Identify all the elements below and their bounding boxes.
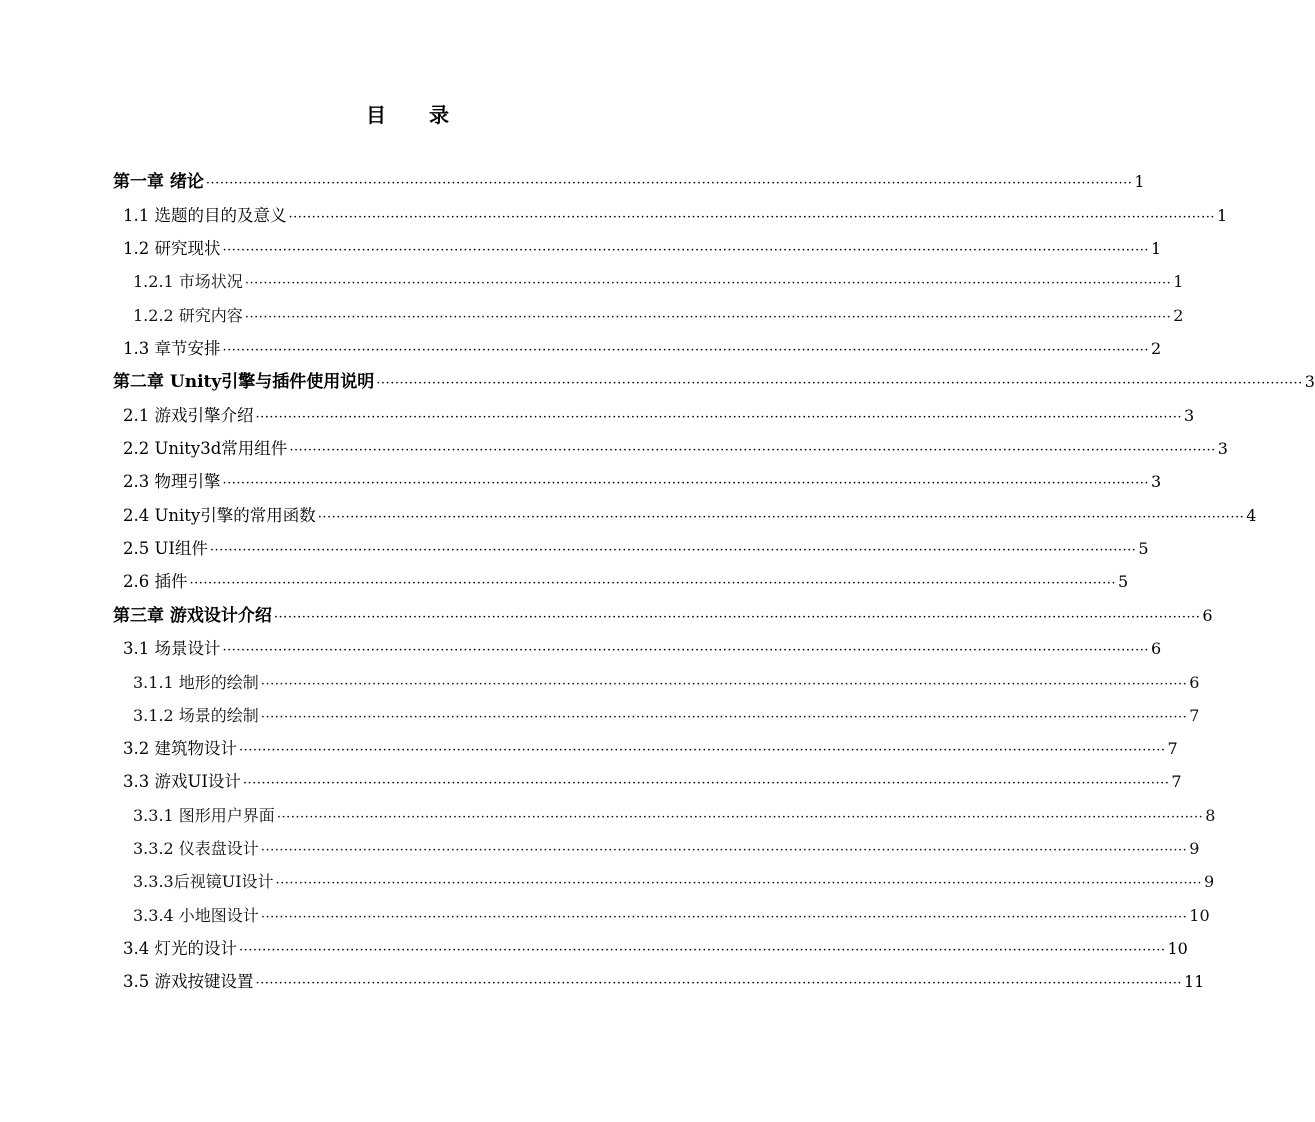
leader-dots: ········································································································································································································ — [376, 376, 1303, 391]
toc-entry-page: 5 — [1117, 572, 1129, 591]
toc-entry-label: 2.1 游戏引擎介绍 — [123, 406, 254, 425]
toc-entry-page: 7 — [1189, 706, 1200, 725]
leader-dots: ········································································································································································································ — [317, 510, 1245, 525]
leader-dots: ········································································································································································································ — [255, 976, 1182, 991]
toc-entry-page: 3 — [1217, 439, 1228, 458]
toc-entry-label: 3.4 灯光的设计 — [123, 939, 237, 958]
toc-entry-page: 4 — [1246, 506, 1257, 525]
toc-entry-label: 第二章 Unity引擎与插件使用说明 — [113, 372, 375, 392]
toc-entry[interactable] — [123, 737, 1178, 761]
toc-entry[interactable] — [123, 537, 1149, 561]
toc-entry-page: 6 — [1202, 606, 1213, 625]
toc-entry[interactable] — [113, 604, 1213, 628]
toc-entry-page: 6 — [1150, 639, 1162, 658]
toc-entry-label: 1.2.1 市场状况 — [133, 272, 243, 291]
leader-dots: ········································································································································································································ — [260, 677, 1188, 692]
toc-entry[interactable] — [123, 937, 1188, 961]
toc-entry-page: 2 — [1150, 339, 1162, 358]
leader-dots: ········································································································································································································ — [288, 210, 1215, 225]
toc-entry-label: 3.1.2 场景的绘制 — [133, 706, 259, 725]
toc-entry-label: 1.3 章节安排 — [123, 339, 221, 358]
leader-dots: ········································································································································································································ — [209, 543, 1137, 558]
leader-dots: ········································································································································································································ — [260, 710, 1188, 725]
toc-entry[interactable] — [133, 304, 1184, 328]
leader-dots: ········································································································································································································ — [222, 343, 1149, 358]
toc-entry-label: 2.6 插件 — [123, 572, 188, 591]
toc-entry-page: 10 — [1189, 906, 1210, 925]
toc-entry[interactable] — [113, 370, 1315, 394]
toc-entry-page: 3 — [1304, 372, 1315, 391]
leader-dots: ········································································································································································································ — [244, 310, 1172, 325]
toc-entry-label: 3.5 游戏按键设置 — [123, 972, 254, 991]
toc-entry[interactable] — [123, 770, 1182, 794]
toc-entry-page: 9 — [1204, 872, 1215, 891]
toc-entry-label: 3.2 建筑物设计 — [123, 739, 237, 758]
toc-entry[interactable] — [123, 337, 1162, 361]
toc-entry[interactable] — [123, 204, 1228, 228]
toc-entry[interactable] — [133, 270, 1184, 294]
toc-entry-label: 3.3.2 仪表盘设计 — [133, 839, 259, 858]
toc-entry-label: 2.5 UI组件 — [123, 539, 208, 558]
toc-entry-page: 9 — [1189, 839, 1200, 858]
toc-entry[interactable] — [133, 704, 1200, 728]
toc-entry-page: 2 — [1173, 306, 1184, 325]
toc-entry-label: 1.2.2 研究内容 — [133, 306, 243, 325]
toc-entry-page: 11 — [1183, 972, 1205, 991]
leader-dots: ········································································································································································································ — [205, 176, 1133, 191]
toc-entry-label: 第三章 游戏设计介绍 — [113, 606, 272, 626]
toc-entry[interactable] — [133, 837, 1200, 861]
toc-entry-label: 2.4 Unity引擎的常用函数 — [123, 506, 316, 525]
toc-entry-page: 1 — [1216, 206, 1228, 225]
leader-dots: ········································································································································································································ — [189, 576, 1116, 591]
leader-dots: ········································································································································································································ — [222, 643, 1149, 658]
toc-entry-page: 8 — [1205, 806, 1216, 825]
toc-entry-label: 1.1 选题的目的及意义 — [123, 206, 287, 225]
toc-entry-page: 5 — [1138, 539, 1149, 558]
toc-entry-label: 3.3.1 图形用户界面 — [133, 806, 275, 825]
leader-dots: ········································································································································································································ — [255, 410, 1182, 425]
leader-dots: ········································································································································································································ — [239, 743, 1166, 758]
toc-entry-label: 3.3.3后视镜UI设计 — [133, 872, 274, 891]
toc-entry[interactable] — [123, 404, 1195, 428]
toc-entry-label: 1.2 研究现状 — [123, 239, 221, 258]
leader-dots: ········································································································································································································ — [275, 876, 1202, 891]
toc-entry[interactable] — [133, 870, 1215, 894]
leader-dots: ········································································································································································································ — [260, 910, 1188, 925]
toc-entry[interactable] — [133, 804, 1216, 828]
toc-entry-page: 1 — [1150, 239, 1162, 258]
leader-dots: ········································································································································································································ — [239, 943, 1166, 958]
toc-entry[interactable] — [123, 437, 1228, 461]
toc-entry[interactable] — [123, 570, 1129, 594]
toc-entry-label: 2.2 Unity3d常用组件 — [123, 439, 288, 458]
toc-entry[interactable] — [123, 637, 1162, 661]
toc-entry-page: 3 — [1150, 472, 1162, 491]
toc-entry-page: 3 — [1183, 406, 1195, 425]
leader-dots: ········································································································································································································ — [289, 443, 1216, 458]
toc-entry-label: 3.1.1 地形的绘制 — [133, 673, 259, 692]
toc-entry-page: 10 — [1167, 939, 1188, 958]
toc-title: 目 录 — [366, 103, 467, 127]
toc-entry[interactable] — [133, 904, 1210, 928]
leader-dots: ········································································································································································································ — [242, 776, 1170, 791]
leader-dots: ········································································································································································································ — [222, 243, 1149, 258]
toc-entry-page: 1 — [1134, 172, 1145, 191]
toc-entry-label: 3.1 场景设计 — [123, 639, 221, 658]
toc-entry-label: 3.3.4 小地图设计 — [133, 906, 259, 925]
toc-entry-label: 第一章 绪论 — [113, 172, 204, 192]
toc-entry-label: 3.3 游戏UI设计 — [123, 772, 241, 791]
toc-entry-page: 6 — [1189, 673, 1200, 692]
toc-entry[interactable] — [113, 170, 1145, 194]
leader-dots: ········································································································································································································ — [276, 810, 1204, 825]
toc-entry[interactable] — [123, 470, 1162, 494]
toc-entry-page: 7 — [1167, 739, 1178, 758]
leader-dots: ········································································································································································································ — [273, 610, 1201, 625]
leader-dots: ········································································································································································································ — [222, 476, 1149, 491]
toc-entry[interactable] — [123, 504, 1257, 528]
toc-entry[interactable] — [123, 237, 1162, 261]
toc-entry-page: 7 — [1171, 772, 1182, 791]
toc-entry-page: 1 — [1173, 272, 1184, 291]
leader-dots: ········································································································································································································ — [244, 276, 1172, 291]
toc-entry-label: 2.3 物理引擎 — [123, 472, 221, 491]
leader-dots: ········································································································································································································ — [260, 843, 1188, 858]
toc-entry[interactable] — [123, 970, 1205, 994]
toc-entry[interactable] — [133, 671, 1200, 695]
